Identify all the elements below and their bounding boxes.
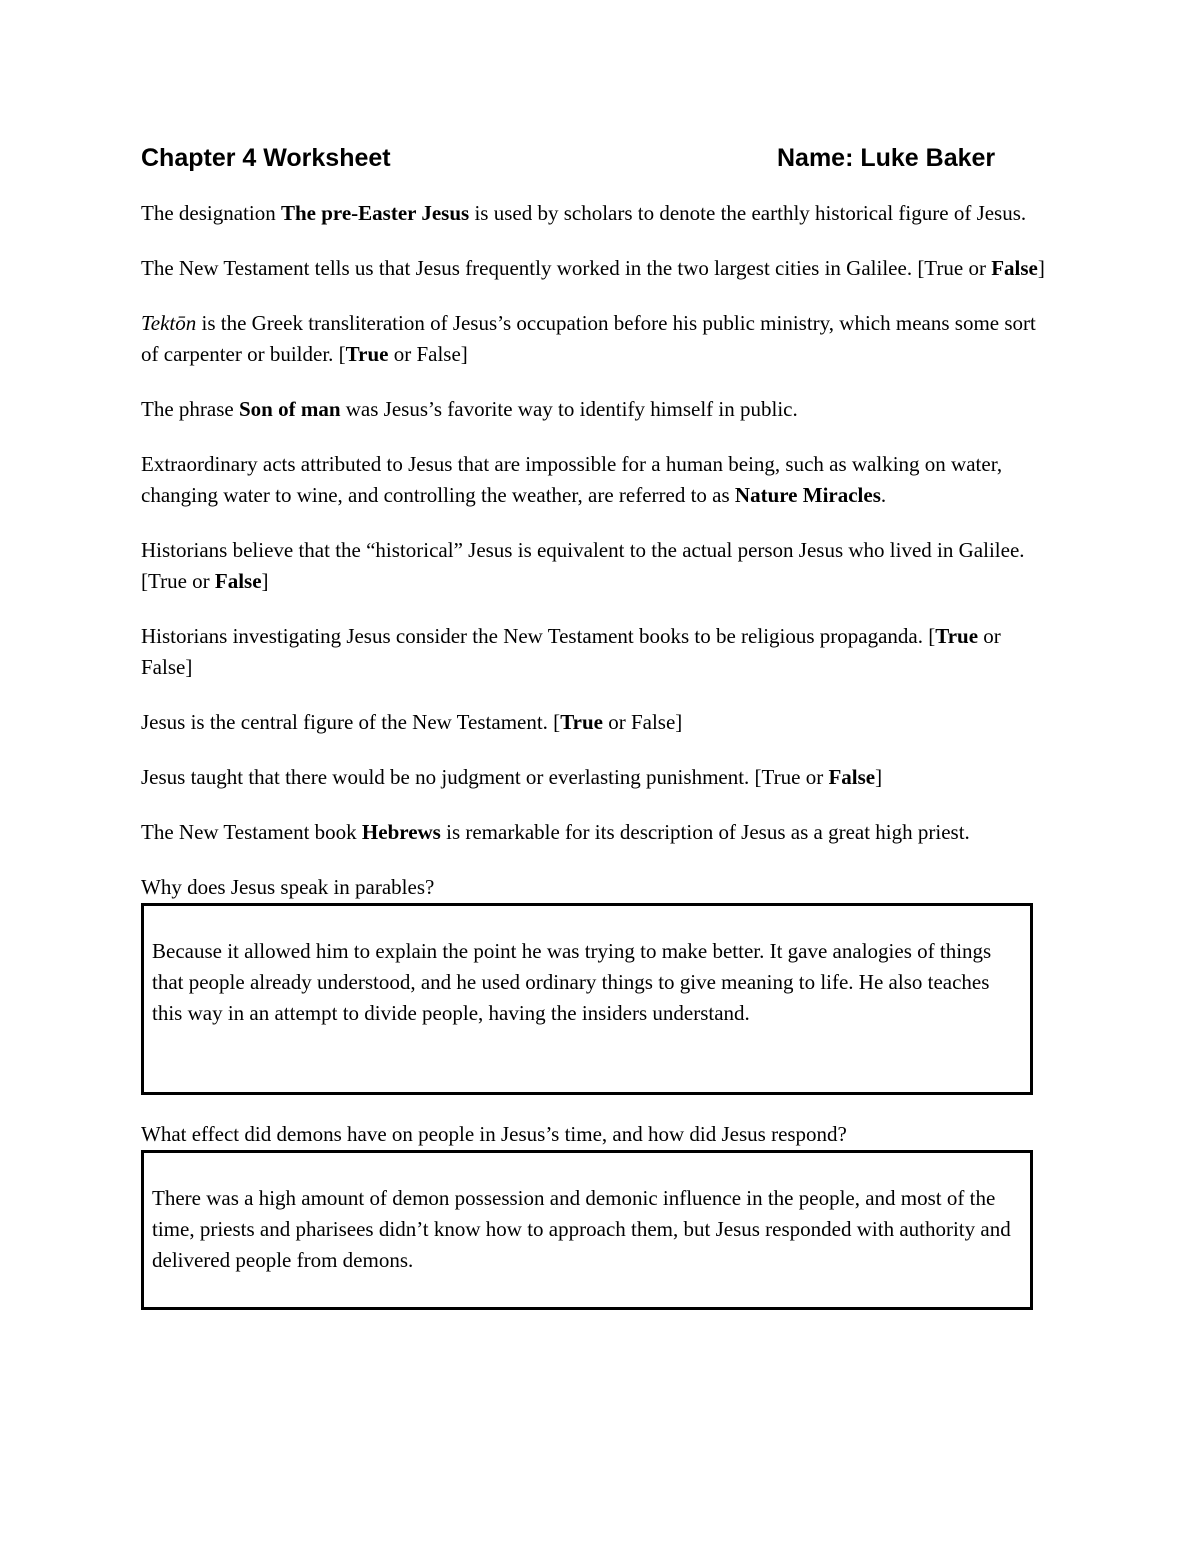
worksheet-title: Chapter 4 Worksheet (141, 144, 391, 172)
question-8 (141, 707, 1053, 738)
question-text: or False] (141, 624, 1001, 679)
essay-prompt-2: What effect did demons have on people in Jesus’s time, and how did Jesus respond? (141, 1122, 847, 1146)
answer-text-2: There was a high amount of demon possession and demonic influence in the people, and most of the time, priests and pharisees didn’t know how to approach them, but Jesus responded with authority and delivered people from demons. (152, 1186, 1011, 1272)
question-3 (141, 308, 1053, 370)
question-text: Jesus is the central figure of the New Testament. [ (141, 710, 561, 734)
answer-bold: False (828, 765, 876, 789)
question-2 (141, 253, 1053, 284)
answer-text-1: Because it allowed him to explain the point he was trying to make better. It gave analogies of things that people already understood, and he used ordinary things to give meaning to life. He also teaches this way in an attempt to divide people, having the insiders understand. (152, 939, 992, 1025)
question-text: Extraordinary acts attributed to Jesus that are impossible for a human being, such as walking on water, changing water to wine, and controlling the weather, are referred to as (141, 452, 1003, 507)
essay-prompt-1: Why does Jesus speak in parables? (141, 875, 435, 899)
term-italic: Tektōn (141, 311, 197, 335)
question-text: is used by scholars to denote the earthly historical figure of Jesus. (469, 201, 1027, 225)
question-4 (141, 394, 1053, 425)
question-text: ] (1037, 256, 1045, 280)
question-10 (141, 817, 1053, 848)
question-9 (141, 762, 1053, 793)
question-text: Historians believe that the “historical” Jesus is equivalent to the actual person Jesus who lived in Galilee. [True or (141, 538, 1025, 593)
answer-bold: Nature Miracles (734, 483, 881, 507)
answer-bold: False (991, 256, 1038, 280)
question-text: Historians investigating Jesus consider the New Testament books to be religious propaganda. [ (141, 624, 936, 648)
question-5 (141, 449, 1053, 511)
question-text: ] (875, 765, 883, 789)
worksheet-page (141, 138, 1053, 1310)
question-1 (141, 198, 1053, 229)
answer-bold: Son of man (238, 397, 341, 421)
answer-box-1[interactable] (141, 903, 1033, 1095)
question-text: ] (261, 569, 269, 593)
question-text: . (880, 483, 887, 507)
answer-bold: True (345, 342, 389, 366)
question-text: is the Greek transliteration of Jesus’s occupation before his public ministry, which means some sort of carpenter or builder. [ (141, 311, 1036, 366)
question-text: or False] (602, 710, 683, 734)
question-text: The phrase (141, 397, 239, 421)
question-text: The New Testament book (141, 820, 362, 844)
answer-bold: False (214, 569, 262, 593)
question-7 (141, 621, 1053, 683)
question-6 (141, 535, 1053, 597)
question-text: is remarkable for its description of Jesus as a great high priest. (440, 820, 970, 844)
question-text: or False] (388, 342, 468, 366)
student-name: Name: Luke Baker (777, 144, 996, 172)
question-text: Jesus taught that there would be no judgment or everlasting punishment. [True or (141, 765, 829, 789)
answer-bold: True (560, 710, 603, 734)
question-text: was Jesus’s favorite way to identify himself in public. (340, 397, 798, 421)
answer-bold: Hebrews (361, 820, 441, 844)
worksheet-header (141, 138, 1053, 178)
question-text: The designation (141, 201, 281, 225)
answer-bold: True (935, 624, 979, 648)
answer-bold: The pre-Easter Jesus (280, 201, 470, 225)
question-text: The New Testament tells us that Jesus frequently worked in the two largest cities in Galilee. [True or (141, 256, 992, 280)
answer-box-2[interactable] (141, 1150, 1033, 1310)
